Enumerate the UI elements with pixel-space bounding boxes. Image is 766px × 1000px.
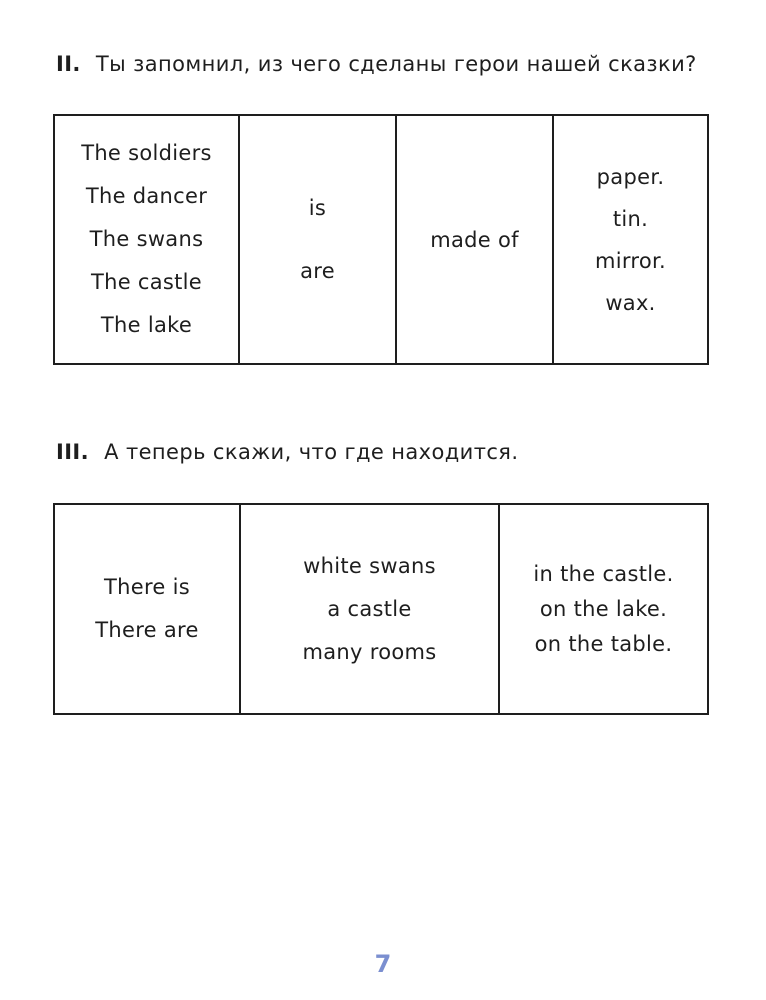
exercise-3-table: [53, 503, 709, 715]
exercise-2-table: [53, 114, 709, 365]
materials-column: [554, 116, 707, 363]
starters-column: [55, 505, 241, 713]
exercise-3-number: III.: [56, 440, 90, 464]
place-cell: on the lake.: [539, 596, 668, 621]
subject-cell: The lake: [100, 313, 193, 337]
verbs-column: [240, 116, 397, 363]
page-number: 7: [374, 950, 392, 978]
subject-cell: The swans: [89, 227, 204, 251]
material-cell: tin.: [612, 206, 649, 231]
phrase-cell: made of: [430, 227, 519, 252]
verb-cell: are: [300, 258, 335, 283]
subject-cell: The dancer: [85, 184, 208, 208]
material-cell: paper.: [596, 164, 665, 189]
material-cell: wax.: [605, 290, 656, 315]
place-cell: in the castle.: [533, 561, 674, 586]
exercise-3-prompt: А теперь скажи, что где находится.: [104, 440, 519, 464]
object-cell: many rooms: [302, 639, 437, 664]
verb-cell: is: [308, 195, 327, 220]
places-column: [500, 505, 707, 713]
exercise-2-number: II.: [56, 52, 81, 76]
subject-cell: The castle: [90, 270, 203, 294]
starter-cell: There are: [95, 618, 199, 642]
exercise-3-heading: [56, 440, 518, 464]
object-cell: a castle: [327, 596, 412, 621]
objects-column: [241, 505, 500, 713]
material-cell: mirror.: [594, 248, 667, 273]
object-cell: white swans: [303, 553, 436, 578]
subject-cell: The soldiers: [81, 141, 212, 165]
starter-cell: There is: [104, 575, 190, 599]
subjects-column: [55, 116, 240, 363]
phrase-column: [397, 116, 554, 363]
exercise-2-prompt: Ты запомнил, из чего сделаны герои нашей сказки?: [95, 52, 697, 76]
place-cell: on the table.: [534, 631, 673, 656]
exercise-2-heading: [56, 52, 697, 76]
